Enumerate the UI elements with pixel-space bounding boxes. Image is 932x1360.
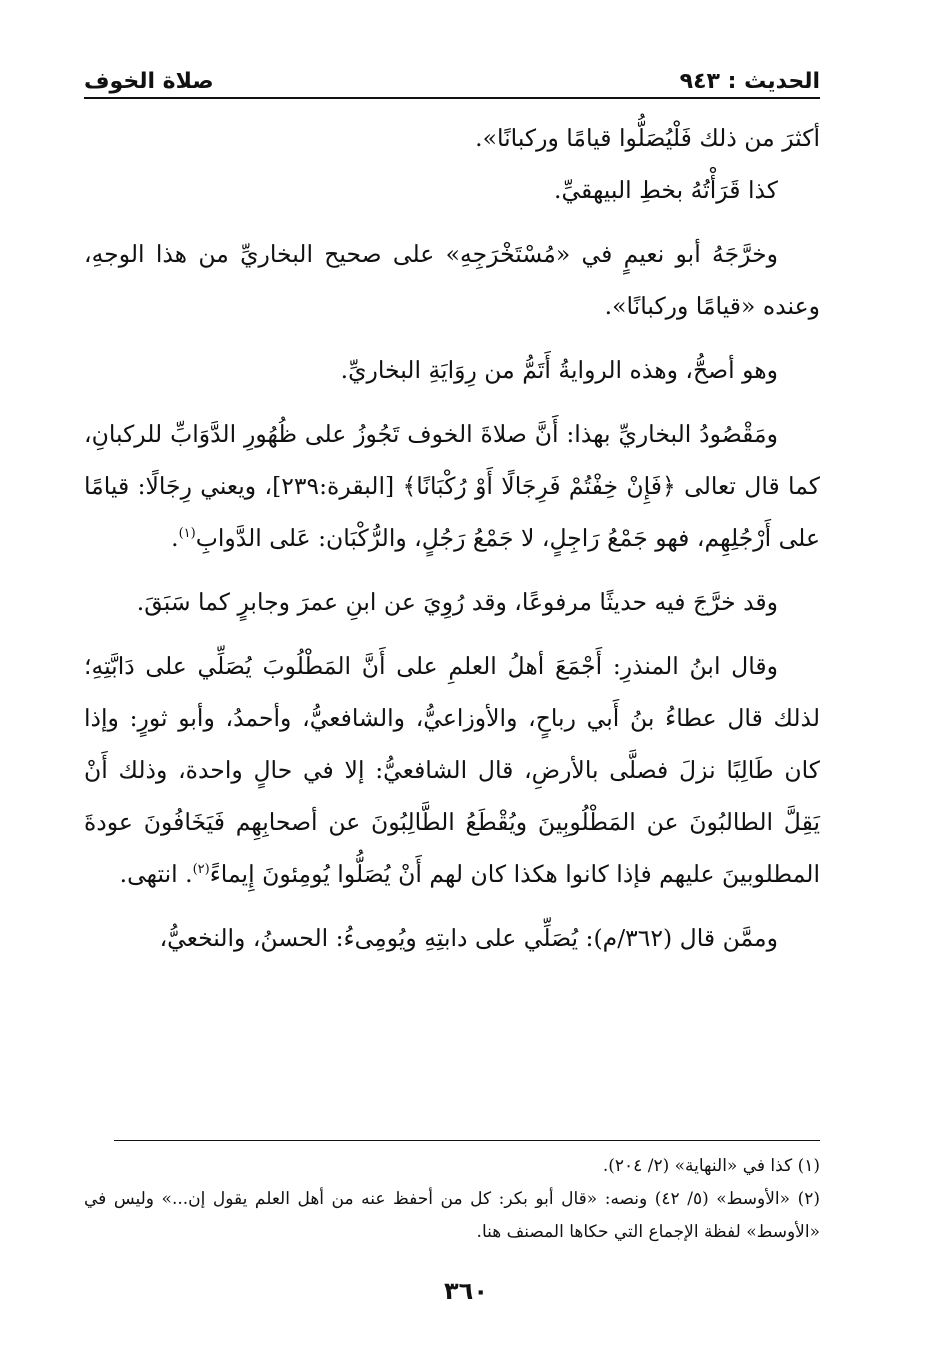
footnote-2: (٢) «الأوسط» (٥/ ٤٢) ونصه: «قال أبو بكر: كل من أحفظ عنه من أهل العلم يقول إن...» وليس في «الأوسط» لفظة الإجماع التي حكاها المصنف هنا. bbox=[84, 1189, 820, 1242]
running-header bbox=[84, 58, 820, 94]
footnote-1: (١) كذا في «النهاية» (٢/ ٢٠٤). bbox=[602, 1156, 820, 1176]
paragraph: وممَّن قال (٣٦٢/م): يُصَلِّي على دابتِهِ ويُومِىءُ: الحسنُ، والنخعيُّ، bbox=[159, 924, 778, 952]
page-number: ٣٦٠ bbox=[444, 1277, 488, 1305]
paragraph: أكثرَ من ذلك فَلْيُصَلُّوا قيامًا وركبانًا». bbox=[475, 124, 820, 152]
paragraph-tail: . انتهى. bbox=[119, 860, 193, 888]
footnote-ref-1[interactable]: (١) bbox=[178, 526, 196, 542]
paragraph: وخرَّجَهُ أبو نعيمٍ في «مُسْتَخْرَجِهِ» على صحيح البخاريِّ من هذا الوجهِ، وعنده «قيامًا وركبانًا». bbox=[84, 240, 820, 320]
paragraph bbox=[84, 640, 820, 900]
hadith-number-label: الحديث : ٩٤٣ bbox=[679, 69, 820, 94]
footnote-ref-2[interactable]: (٢) bbox=[192, 862, 210, 878]
footnotes bbox=[84, 1150, 820, 1249]
paragraph bbox=[84, 408, 820, 564]
header-divider bbox=[84, 97, 820, 99]
footnote-divider bbox=[114, 1140, 820, 1141]
paragraph: كذا قَرَأْتُهُ بخطِ البيهقيِّ. bbox=[554, 176, 778, 204]
paragraph-text: ومَقْصُودُ البخاريِّ بهذا: أَنَّ صلاةَ الخوف تَجُوزُ على ظُهُورِ الدَّوَابِّ للركبانِ، كما قال تعالى ﴿فَإِنْ خِفْتُمْ فَرِجَالًا أَوْ رُكْبَانًا﴾ [البقرة:٢٣٩]، ويعني رِجَالًا: قيامًا على أَرْجُلِهِم، فهو جَمْعُ رَاجِلٍ، لا جَمْعُ رَجُلٍ، والرُّكْبَان: عَلى الدَّوابِ bbox=[84, 420, 820, 552]
paragraph-text: وقال ابنُ المنذرِ: أَجْمَعَ أهلُ العلمِ على أَنَّ المَطْلُوبَ يُصَلِّي على دَابَّتِهِ؛ لذلك قال عطاءُ بنُ أَبي رباحٍ، والأوزاعيُّ، والشافعيُّ، وأحمدُ، وأبو ثورٍ: وإذا كان طَالِبًا نزلَ فصلَّى بالأرضِ، قال الشافعيُّ: إلا في حالٍ واحدة، وذلك أَنْ يَقِلَّ الطالبُونَ عن المَطْلُوبِينَ ويُقْطَعُ الطَّالِبُونَ عن أصحابِهِم فَيَخَافُونَ عودةَ المطلوبينَ عليهم فإذا كانوا هكذا كان لهم أَنْ يُصَلُّوا يُومِئونَ إِيماءً bbox=[84, 652, 820, 888]
main-text bbox=[84, 112, 820, 976]
paragraph: وقد خرَّجَ فيه حديثًا مرفوعًا، وقد رُوِيَ عن ابنِ عمرَ وجابرٍ كما سَبَقَ. bbox=[136, 588, 778, 616]
paragraph-tail: . bbox=[171, 524, 179, 552]
chapter-title: صلاة الخوف bbox=[84, 69, 214, 94]
paragraph: وهو أصحُّ، وهذه الروايةُ أَتَمُّ من رِوَايَةِ البخاريِّ. bbox=[340, 356, 778, 384]
